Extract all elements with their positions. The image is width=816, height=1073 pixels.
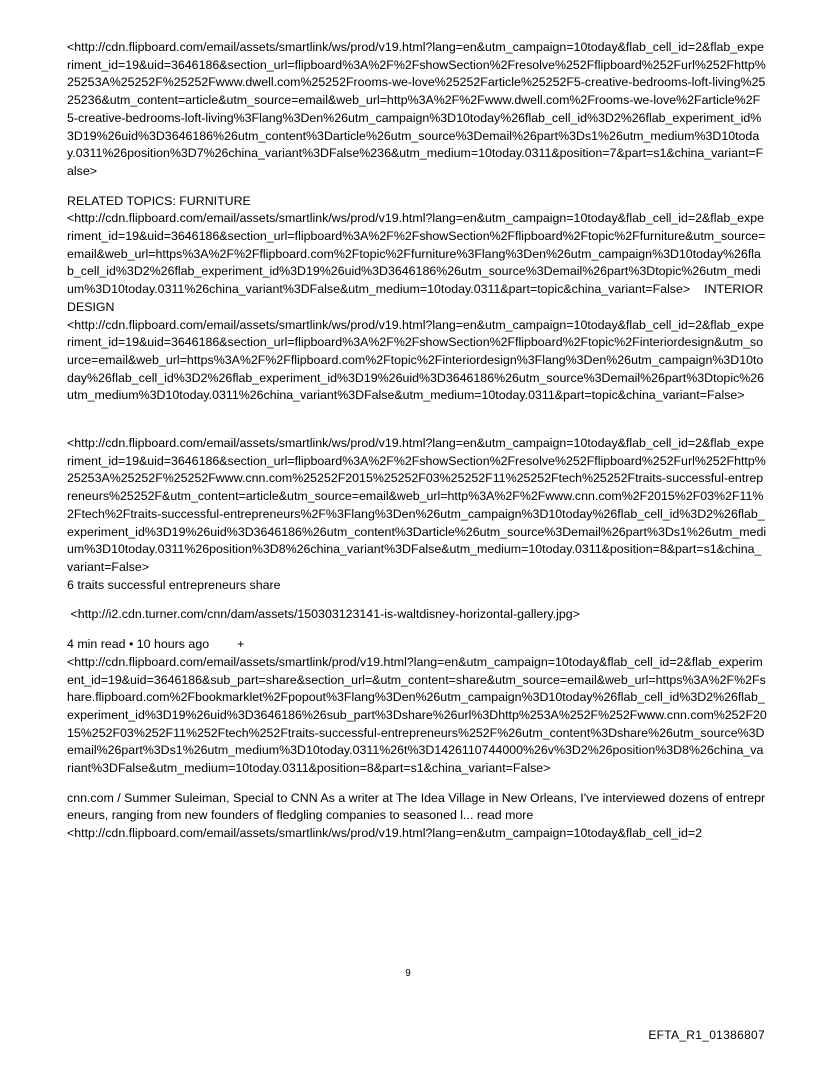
topic-link-furniture[interactable] xyxy=(67,210,767,316)
image-link[interactable]: <http://i2.cdn.turner.com/cnn/dam/assets/150303123141-is-waltdisney-horizontal-gallery.jpg> xyxy=(67,607,580,622)
share-link[interactable]: <http://cdn.flipboard.com/email/assets/smartlink/prod/v19.html?lang=en&utm_campaign=10today&flab_cell_id=2&flab_experiment_id=19&uid=3646186&sub_part=share&section_url=&utm_content=share&utm_source=email&web_url=https%3A%2F%2Fshare.flipboard.com%2Fbookmarklet%2Fpopout%3Flang%3Den%26utm_campaign%3D10today%26flab_cell_id%3D2%26flab_experiment_id%3D19%26uid%3D3646186%26sub_part%3Dshare%26url%3Dhttp%253A%252F%252Fwww.cnn.com%252F2015%252F03%252F11%252Ftech%252Ftraits-successful-entrepreneurs%252F%26utm_content%3Dshare%26utm_source%3Demail%26part%3Ds1%26utm_medium%3D10today.0311%26t%3D1426110744000%26v%3D2%26position%3D8%26china_variant%3DFalse&utm_medium=10today.0311&position=8&part=s1&china_variant=False> xyxy=(67,654,767,776)
article-link-dwell[interactable]: <http://cdn.flipboard.com/email/assets/smartlink/ws/prod/v19.html?lang=en&utm_campaign=10today&flab_cell_id=2&flab_experiment_id=19&uid=3646186&section_url=flipboard%3A%2F%2FshowSection%2Fresolve%252Fflipboard%252Furl%252Fhttp%25253A%25252F%25252Fwww.dwell.com%25252Frooms-we-love%25252Farticle%25252F5-creative-bedrooms-loft-living%2525236&utm_content=article&utm_source=email&web_url=http%3A%2F%2Fwww.dwell.com%2Frooms-we-love%2Farticle%2F5-creative-bedrooms-loft-living%3Flang%3Den%26utm_campaign%3D10today%26flab_cell_id%3D2%26flab_experiment_id%3D19%26uid%3D3646186%26utm_content%3Darticle%26utm_source%3Demail%26part%3Ds1%26utm_medium%3D10today.0311%26position%3D7%26china_variant%3DFalse%236&utm_medium=10today.0311&position=7&part=s1&china_variant=False> xyxy=(67,40,766,178)
share-plus-icon[interactable]: + xyxy=(237,637,245,652)
document-body xyxy=(67,39,767,843)
topic-label-interior-design: INTERIOR DESIGN xyxy=(67,282,767,314)
topic-link-furniture-url[interactable]: <http://cdn.flipboard.com/email/assets/smartlink/ws/prod/v19.html?lang=en&utm_campaign=10today&flab_cell_id=2&flab_experiment_id=19&uid=3646186&section_url=flipboard%3A%2F%2FshowSection%2Fflipboard%2Ftopic%2Ffurniture&utm_source=email&web_url=https%3A%2F%2Fflipboard.com%2Ftopic%2Ffurniture%3Flang%3Den%26utm_campaign%3D10today%26flab_cell_id%3D2%26flab_experiment_id%3D19%26uid%3D3646186%26utm_source%3Demail%26part%3Dtopic%26utm_medium%3D10today.0311%26china_variant%3DFalse&utm_medium=10today.0311&part=topic&china_variant=False> xyxy=(67,211,766,297)
document-id: EFTA_R1_01386807 xyxy=(648,1028,765,1042)
article-link-cnn[interactable]: <http://cdn.flipboard.com/email/assets/smartlink/ws/prod/v19.html?lang=en&utm_campaign=10today&flab_cell_id=2&flab_experiment_id=19&uid=3646186&section_url=flipboard%3A%2F%2FshowSection%2Fresolve%252Fflipboard%252Furl%252Fhttp%25253A%25252F%25252Fwww.cnn.com%25252F2015%25252F03%25252F11%25252Ftech%25252Ftraits-successful-entrepreneurs%25252F&utm_content=article&utm_source=email&web_url=http%3A%2F%2Fwww.cnn.com%2F2015%2F03%2F11%2Ftech%2Ftraits-successful-entrepreneurs%2F%3Flang%3Den%26utm_campaign%3D10today%26flab_cell_id%3D2%26flab_experiment_id%3D19%26uid%3D3646186%26utm_content%3Darticle%26utm_source%3Demail%26part%3Ds1%26utm_medium%3D10today.0311%26position%3D8%26china_variant%3DFalse&utm_medium=10today.0311&position=8&part=s1&china_variant=False> xyxy=(67,436,767,574)
page-number: 9 xyxy=(405,968,411,979)
article-summary: cnn.com / Summer Suleiman, Special to CNN As a writer at The Idea Village in New Orleans, I've interviewed dozens of entrepreneurs, ranging from new founders of fledgling companies to seasoned l... read more xyxy=(67,790,766,823)
article-title: 6 traits successful entrepreneurs share xyxy=(67,577,281,592)
related-topics-heading: RELATED TOPICS: FURNITURE xyxy=(67,193,251,208)
article-meta xyxy=(67,636,767,654)
read-time: 4 min read • 10 hours ago xyxy=(67,637,210,652)
topic-link-interior-design[interactable]: <http://cdn.flipboard.com/email/assets/smartlink/ws/prod/v19.html?lang=en&utm_campaign=10today&flab_cell_id=2&flab_experiment_id=19&uid=3646186&section_url=flipboard%3A%2F%2FshowSection%2Fflipboard%2Ftopic%2Finteriordesign&utm_source=email&web_url=https%3A%2F%2Fflipboard.com%2Ftopic%2Finteriordesign%3Flang%3Den%26utm_campaign%3D10today%26flab_cell_id%3D2%26flab_experiment_id%3D19%26uid%3D3646186%26utm_source%3Demail%26part%3Dtopic%26utm_medium%3D10today.0311%26china_variant%3DFalse&utm_medium=10today.0311&part=topic&china_variant=False> xyxy=(67,317,765,403)
article-link-continued[interactable]: <http://cdn.flipboard.com/email/assets/smartlink/ws/prod/v19.html?lang=en&utm_campaign=10today&flab_cell_id=2 xyxy=(67,826,703,841)
